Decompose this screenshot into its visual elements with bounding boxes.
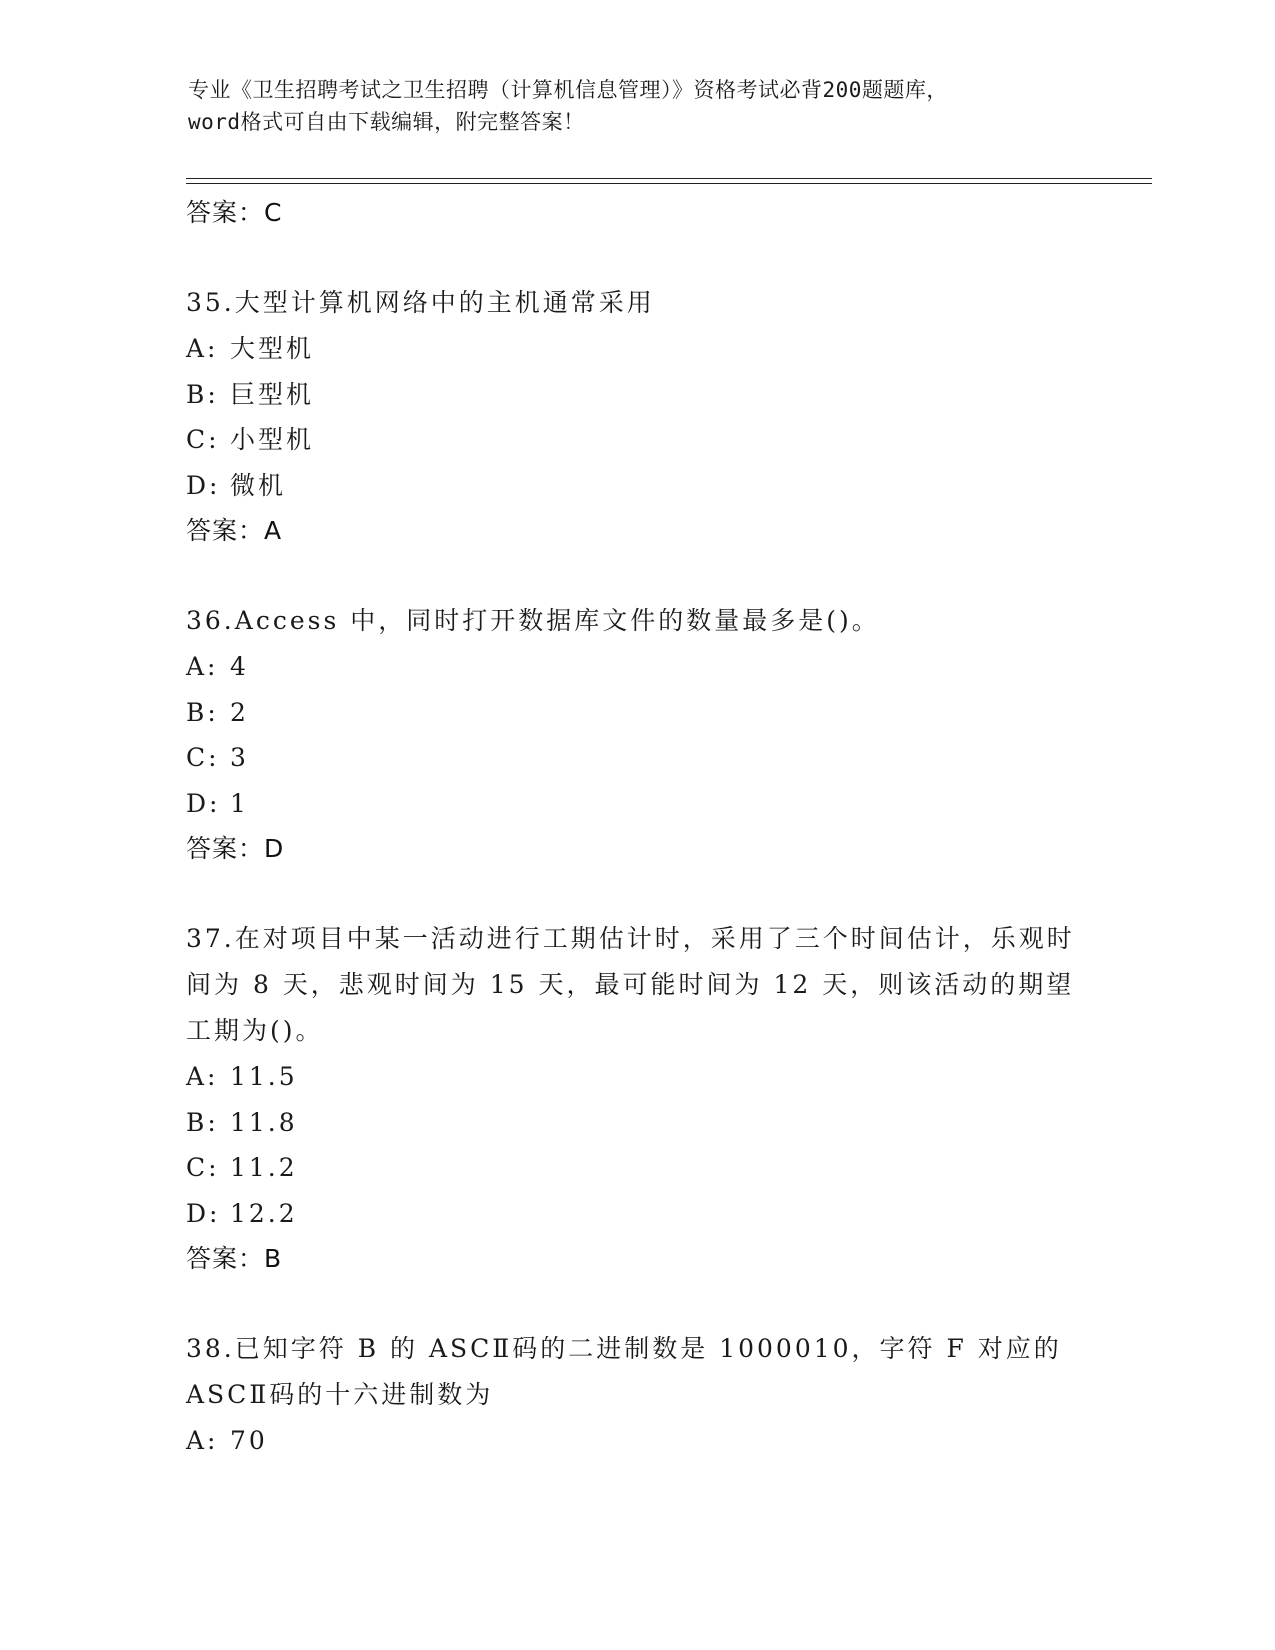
option-d xyxy=(186,463,1086,509)
option-text: 12.2 xyxy=(230,1198,298,1228)
option-text: 微机 xyxy=(230,470,287,500)
option-letter: A: xyxy=(186,1426,219,1455)
option-letter: B: xyxy=(186,379,219,409)
question-text: 36.Access 中，同时打开数据库文件的数量最多是()。 xyxy=(186,606,880,635)
option-letter: B: xyxy=(186,1107,219,1137)
option-a xyxy=(186,1054,1086,1100)
option-letter: D: xyxy=(186,470,221,500)
option-text: 1 xyxy=(230,788,249,818)
option-a xyxy=(186,326,1086,372)
question-35 xyxy=(186,280,1086,554)
option-text: 大型机 xyxy=(230,334,315,363)
option-b xyxy=(186,1100,1086,1146)
answer-label: 答案：D xyxy=(186,834,285,863)
option-text: 11.8 xyxy=(230,1107,298,1137)
option-c xyxy=(186,1145,1086,1191)
question-38 xyxy=(186,1326,1086,1464)
option-letter: C: xyxy=(186,743,220,772)
header-divider-bottom xyxy=(186,183,1152,184)
option-text: 4 xyxy=(230,652,249,681)
header-line-2: word格式可自由下载编辑，附完整答案！ xyxy=(188,110,585,134)
option-c xyxy=(186,417,1086,463)
option-text: 2 xyxy=(230,697,249,727)
option-letter: D: xyxy=(186,1198,221,1228)
question-text: 38.已知字符 B 的 ASCⅡ码的二进制数是 1000010，字符 F 对应的 ASCⅡ码的十六进制数为 xyxy=(186,1334,1062,1409)
question-list xyxy=(186,190,1086,1464)
option-letter: A: xyxy=(186,1062,219,1091)
option-a xyxy=(186,644,1086,690)
option-letter: C: xyxy=(186,1153,220,1182)
option-d xyxy=(186,1191,1086,1237)
option-letter: D: xyxy=(186,788,221,818)
option-text: 70 xyxy=(230,1426,268,1455)
option-text: 巨型机 xyxy=(230,379,315,409)
question-text: 37.在对项目中某一活动进行工期估计时，采用了三个时间估计，乐观时间为 8 天，悲观时间为 15 天，最可能时间为 12 天，则该活动的期望工期为()。 xyxy=(186,924,1075,1045)
option-letter: B: xyxy=(186,697,219,727)
answer-label: 答案：B xyxy=(186,1244,283,1273)
option-letter: A: xyxy=(186,652,219,681)
header-line-1: 专业《卫生招聘考试之卫生招聘（计算机信息管理）》资格考试必背200题题库， xyxy=(188,78,948,102)
option-letter: C: xyxy=(186,425,220,454)
option-a xyxy=(186,1418,1086,1464)
option-c xyxy=(186,735,1086,781)
header-divider-top xyxy=(186,178,1152,179)
question-36 xyxy=(186,598,1086,872)
answer-label: 答案：A xyxy=(186,516,283,545)
question-text: 35.大型计算机网络中的主机通常采用 xyxy=(186,288,655,317)
option-text: 11.5 xyxy=(230,1062,298,1091)
question-37 xyxy=(186,916,1086,1282)
option-text: 3 xyxy=(230,743,249,772)
option-letter: A: xyxy=(186,334,219,363)
answer-label: 答案：C xyxy=(186,198,283,227)
option-d xyxy=(186,781,1086,827)
option-text: 11.2 xyxy=(230,1153,298,1182)
option-text: 小型机 xyxy=(230,425,315,454)
option-b xyxy=(186,690,1086,736)
document-header xyxy=(188,74,1088,138)
option-b xyxy=(186,372,1086,418)
